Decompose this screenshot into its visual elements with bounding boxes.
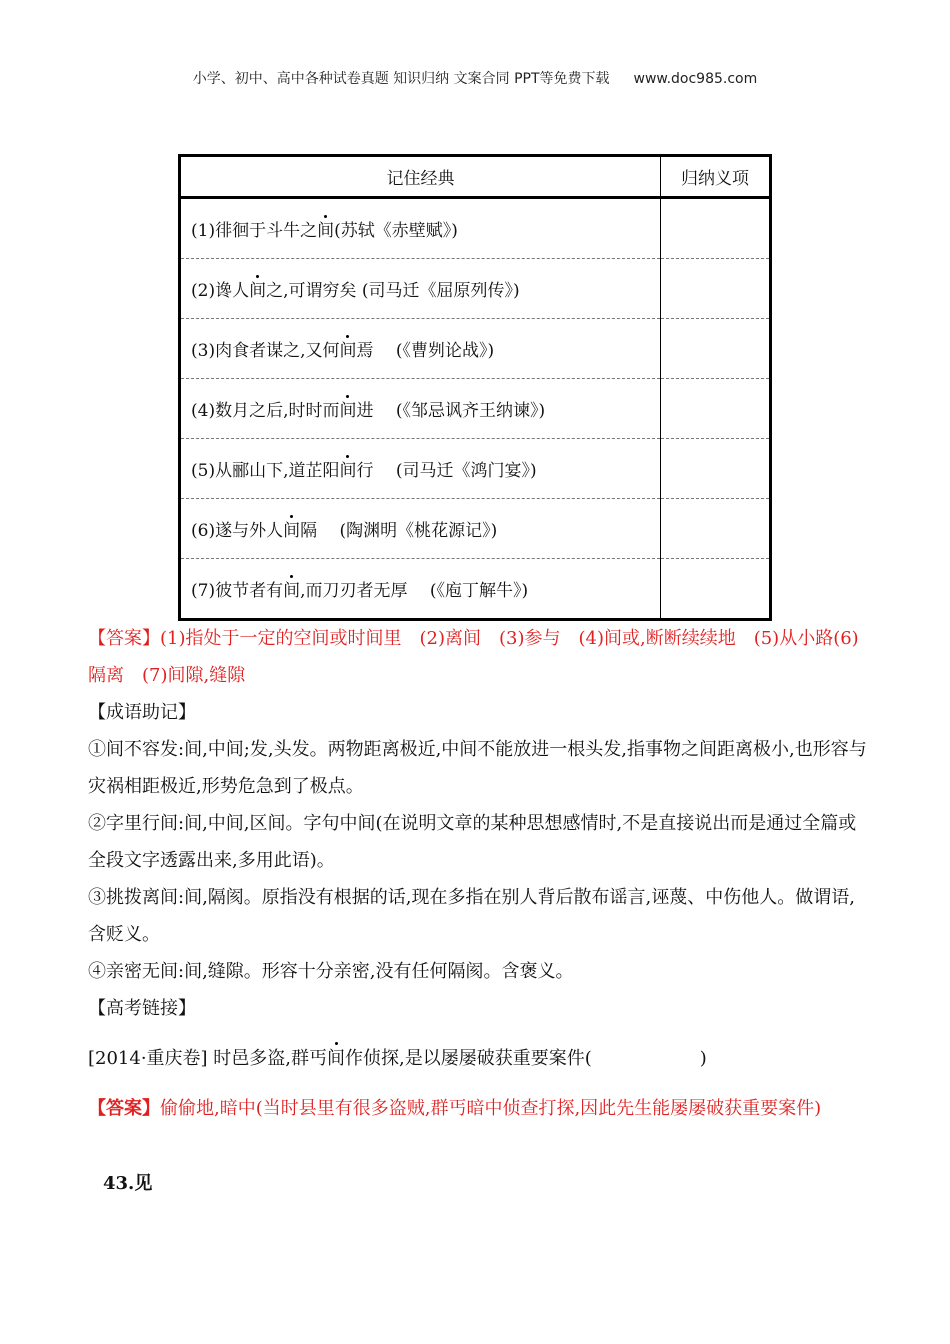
idiom-title: 【成语助记】: [88, 702, 196, 723]
sentence-post: 行 (司马迁《鸿门宴》): [356, 461, 537, 481]
classic-sentence: [180, 499, 661, 559]
emphasized-char: 间: [339, 341, 357, 361]
idiom-3: ③挑拨离间:间,隔阂。原指没有根据的话,现在多指在别人背后散布谣言,诬蔑、中伤他人。做谓语,含贬义。: [88, 887, 855, 945]
sentence-post: (苏轼《赤壁赋》): [334, 221, 458, 241]
gaokao-title: 【高考链接】: [88, 998, 196, 1019]
header-text: 小学、初中、高中各种试卷真题 知识归纳 文案合同 PPT等免费下载: [192, 71, 610, 87]
classic-sentence: [180, 439, 661, 499]
header-site: www.doc985.com: [633, 71, 758, 87]
emphasized-char: 间: [339, 461, 357, 481]
question-mark: 间: [327, 1048, 346, 1069]
answer2-block: [88, 1090, 868, 1127]
table-row: [180, 439, 771, 499]
emphasized-char: 间: [283, 521, 301, 541]
meaning-cell: [661, 439, 771, 499]
answer-block: [88, 620, 868, 694]
question-post: 作侦探,是以屡屡破获重要案件( ): [345, 1048, 707, 1069]
sentence-pre: (6)遂与外人: [191, 521, 284, 541]
idiom-1: ①间不容发:间,中间;发,头发。两物距离极近,中间不能放进一根头发,指事物之间距离极小,也形容与灾祸相距极近,形势危急到了极点。: [88, 739, 867, 797]
classic-sentence: [180, 319, 661, 379]
sentence-pre: (5)从郦山下,道芷阳: [191, 461, 340, 481]
sentence-post: 之,可谓穷矣 (司马迁《屈原列传》): [266, 281, 520, 301]
sentence-post: 焉 (《曹刿论战》): [356, 341, 495, 361]
answer-text: (1)指处于一定的空间或时间里 (2)离间 (3)参与 (4)间或,断断续续地 (5)从小路(6)隔离 (7)间隙,缝隙: [88, 628, 859, 686]
table-row: [180, 559, 771, 620]
col-header-classics: 记住经典: [180, 156, 661, 198]
meaning-cell: [661, 559, 771, 620]
table-row: [180, 499, 771, 559]
answer-label: 【答案】: [88, 628, 160, 649]
classic-sentence: [180, 198, 661, 259]
classic-sentence: [180, 379, 661, 439]
table-row: [180, 259, 771, 319]
answer2-label: 【答案】: [88, 1098, 160, 1119]
sentence-pre: (2)谗人: [191, 281, 250, 301]
sentence-pre: (1)徘徊于斗牛之: [191, 221, 318, 241]
classic-sentence: [180, 559, 661, 620]
classic-sentence: [180, 259, 661, 319]
meaning-cell: [661, 499, 771, 559]
idiom-4: ④亲密无间:间,缝隙。形容十分亲密,没有任何隔阂。含褒义。: [88, 961, 574, 982]
emphasized-char: 间: [283, 581, 301, 601]
vocab-table: [178, 154, 772, 621]
question: [88, 1040, 868, 1077]
meaning-cell: [661, 259, 771, 319]
page-header: [0, 68, 950, 88]
sentence-post: ,而刀刃者无厚 (《庖丁解牛》): [300, 581, 529, 601]
meaning-cell: [661, 198, 771, 259]
table-row: [180, 319, 771, 379]
sentence-pre: (3)肉食者谋之,又何: [191, 341, 340, 361]
emphasized-char: 间: [249, 281, 267, 301]
question-pre: [2014·重庆卷] 时邑多盗,群丐: [88, 1048, 328, 1069]
idiom-2: ②字里行间:间,中间,区间。字句中间(在说明文章的某种思想感情时,不是直接说出而是通过全篇或全段文字透露出来,多用此语)。: [88, 813, 857, 871]
sentence-post: 进 (《邹忌讽齐王纳谏》): [356, 401, 546, 421]
table-row: [180, 198, 771, 259]
table-row: [180, 379, 771, 439]
emphasized-char: 间: [317, 221, 335, 241]
meaning-cell: [661, 379, 771, 439]
sentence-pre: (4)数月之后,时时而: [191, 401, 340, 421]
sentence-post: 隔 (陶渊明《桃花源记》): [300, 521, 498, 541]
answer2-text: 偷偷地,暗中(当时县里有很多盗贼,群丐暗中侦查打探,因此先生能屡屡破获重要案件): [160, 1098, 822, 1119]
emphasized-char: 间: [339, 401, 357, 421]
meaning-cell: [661, 319, 771, 379]
col-header-meaning: 归纳义项: [661, 156, 771, 198]
next-item: 43.见: [103, 1173, 153, 1194]
sentence-pre: (7)彼节者有: [191, 581, 284, 601]
